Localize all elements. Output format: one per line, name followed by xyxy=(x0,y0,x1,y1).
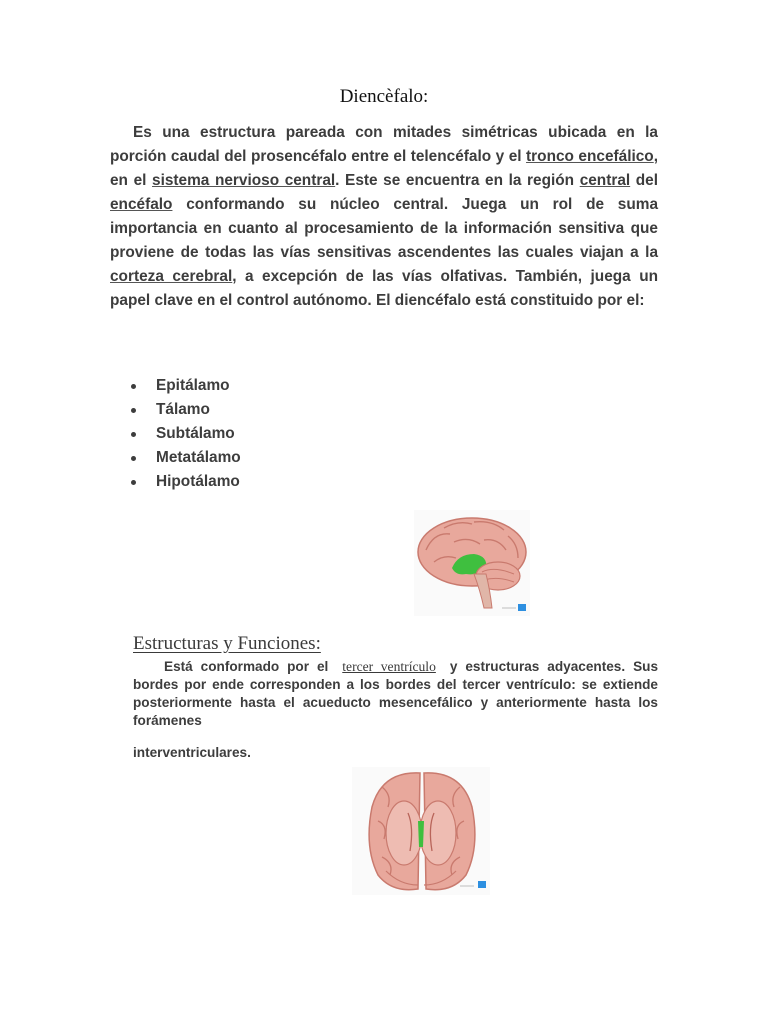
section-paragraph-end: interventriculares. xyxy=(133,745,251,760)
link-sistema-nervioso-central[interactable]: sistema nervioso central xyxy=(152,172,336,189)
list-item-label: Subtálamo xyxy=(156,425,235,442)
sagittal-brain-image xyxy=(414,510,530,616)
list-item xyxy=(131,374,241,398)
list-item xyxy=(131,422,241,446)
diencephalon-parts-list xyxy=(131,374,241,494)
intro-text: conformando su núcleo central. Juega un rol de suma importancia en cuanto al procesamiento de la información sensitiva que proviene de todas las vías sensitivas ascendentes las cuales viajan a la xyxy=(110,196,658,261)
intro-text: . Este se encuentra en la región xyxy=(335,172,580,189)
section-text: Está conformado por el xyxy=(164,659,329,674)
section-paragraph xyxy=(133,658,658,730)
document-title: Diencèfalo: xyxy=(339,86,429,107)
list-item-label: Hipotálamo xyxy=(156,473,240,490)
bullet-icon xyxy=(131,480,136,485)
link-encefalo[interactable]: encéfalo xyxy=(110,196,173,213)
list-item-label: Tálamo xyxy=(156,401,210,418)
list-item xyxy=(131,470,241,494)
list-item-label: Metatálamo xyxy=(156,449,241,466)
bullet-icon xyxy=(131,408,136,413)
section-title: Estructuras y Funciones: xyxy=(133,633,321,654)
list-item-label: Epitálamo xyxy=(156,377,230,394)
section-text: y estructuras adyacentes. Sus bordes por ende corresponden a los bordes del tercer ventrículo: se extiende posteriormente hasta el acueducto mesencefálico y anteriormente hasta los forámenes xyxy=(133,659,659,728)
intro-text: Es una estructura pareada con mitades simétricas ubicada en la porción caudal del prosencéfalo entre el telencéfalo y el xyxy=(110,124,658,165)
link-tercer-ventriculo[interactable]: tercer ventrículo xyxy=(342,659,436,674)
intro-paragraph xyxy=(110,121,658,313)
list-item xyxy=(131,398,241,422)
list-item xyxy=(131,446,241,470)
horizontal-brain-section-image xyxy=(352,767,490,895)
link-corteza-cerebral[interactable]: corteza cerebral xyxy=(110,268,233,285)
bullet-icon xyxy=(131,384,136,389)
intro-text: , en el xyxy=(110,148,658,189)
link-tronco-encefalico[interactable]: tronco encefálico xyxy=(526,148,654,165)
bullet-icon xyxy=(131,456,136,461)
link-central[interactable]: central xyxy=(579,172,631,189)
intro-text: del xyxy=(630,172,659,189)
intro-text: , a excepción de las vías olfativas. También, juega un papel clave en el control autónomo. El diencéfalo está constituido por el: xyxy=(110,268,658,309)
bullet-icon xyxy=(131,432,136,437)
